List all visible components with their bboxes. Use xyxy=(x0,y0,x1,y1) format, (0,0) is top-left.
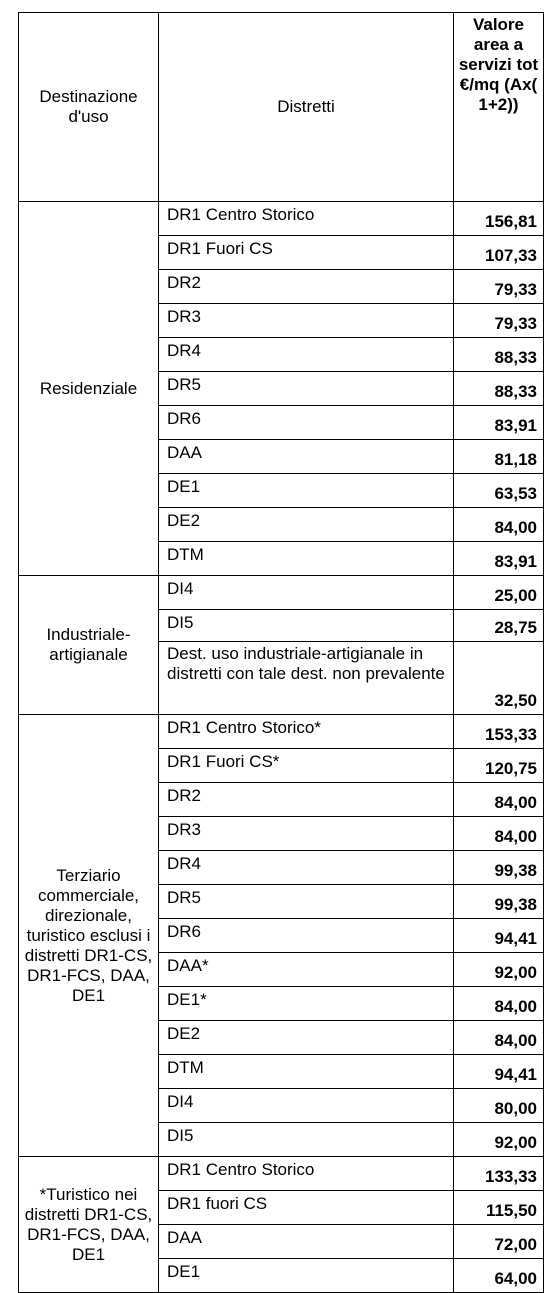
district-cell: DI5 xyxy=(159,610,454,642)
value-cell: 84,00 xyxy=(454,508,544,542)
value-cell: 94,41 xyxy=(454,1055,544,1089)
value-cell: 32,50 xyxy=(454,642,544,715)
value-cell: 28,75 xyxy=(454,610,544,642)
value-cell: 83,91 xyxy=(454,542,544,576)
district-cell: DI4 xyxy=(159,576,454,610)
district-cell: DR5 xyxy=(159,885,454,919)
district-cell: DR5 xyxy=(159,372,454,406)
district-cell: DR2 xyxy=(159,783,454,817)
district-cell: DR2 xyxy=(159,270,454,304)
group-label: Industriale-artigianale xyxy=(19,576,159,715)
district-cell: DE1 xyxy=(159,1259,454,1293)
district-cell: DE1* xyxy=(159,987,454,1021)
value-cell: 81,18 xyxy=(454,440,544,474)
district-cell: DR1 Centro Storico xyxy=(159,1157,454,1191)
group-label: *Turistico nei distretti DR1-CS, DR1-FCS, DAA, DE1 xyxy=(19,1157,159,1293)
district-cell: DR1 Fuori CS* xyxy=(159,749,454,783)
district-cell: DAA xyxy=(159,440,454,474)
district-cell: DR6 xyxy=(159,919,454,953)
district-cell: DTM xyxy=(159,542,454,576)
district-cell: DR1 Fuori CS xyxy=(159,236,454,270)
value-cell: 25,00 xyxy=(454,576,544,610)
district-cell: DR1 Centro Storico xyxy=(159,202,454,236)
header-row xyxy=(19,13,544,202)
value-cell: 99,38 xyxy=(454,885,544,919)
district-cell: Dest. uso industriale-artigianale in distretti con tale dest. non prevalente xyxy=(159,642,454,715)
district-cell: DE2 xyxy=(159,508,454,542)
value-cell: 88,33 xyxy=(454,372,544,406)
value-cell: 133,33 xyxy=(454,1157,544,1191)
value-cell: 115,50 xyxy=(454,1191,544,1225)
value-cell: 64,00 xyxy=(454,1259,544,1293)
value-cell: 92,00 xyxy=(454,953,544,987)
value-cell: 99,38 xyxy=(454,851,544,885)
header-valore: Valore area a servizi tot €/mq (Ax( 1+2)) xyxy=(454,13,544,202)
value-cell: 79,33 xyxy=(454,270,544,304)
districts-value-table xyxy=(18,12,544,1293)
district-cell: DR3 xyxy=(159,817,454,851)
district-cell: DAA* xyxy=(159,953,454,987)
group-label: Terziario commerciale, direzionale, turistico esclusi i distretti DR1-CS, DR1-FCS, DAA, DE1 xyxy=(19,715,159,1157)
value-cell: 92,00 xyxy=(454,1123,544,1157)
value-cell: 84,00 xyxy=(454,987,544,1021)
value-cell: 84,00 xyxy=(454,1021,544,1055)
header-distretti: Distretti xyxy=(159,13,454,202)
table-row xyxy=(19,1157,544,1191)
value-cell: 153,33 xyxy=(454,715,544,749)
table-row xyxy=(19,576,544,610)
district-cell: DR1 Centro Storico* xyxy=(159,715,454,749)
district-cell: DR6 xyxy=(159,406,454,440)
value-cell: 120,75 xyxy=(454,749,544,783)
group-label: Residenziale xyxy=(19,202,159,576)
value-cell: 72,00 xyxy=(454,1225,544,1259)
district-cell: DR4 xyxy=(159,851,454,885)
district-cell: DR4 xyxy=(159,338,454,372)
district-cell: DI4 xyxy=(159,1089,454,1123)
value-cell: 80,00 xyxy=(454,1089,544,1123)
district-cell: DR3 xyxy=(159,304,454,338)
table-row xyxy=(19,202,544,236)
value-cell: 94,41 xyxy=(454,919,544,953)
value-cell: 156,81 xyxy=(454,202,544,236)
value-cell: 79,33 xyxy=(454,304,544,338)
district-cell: DE1 xyxy=(159,474,454,508)
district-cell: DAA xyxy=(159,1225,454,1259)
value-cell: 83,91 xyxy=(454,406,544,440)
district-cell: DI5 xyxy=(159,1123,454,1157)
table-row xyxy=(19,715,544,749)
value-cell: 63,53 xyxy=(454,474,544,508)
table-body xyxy=(19,202,544,1293)
header-destinazione: Destinazione d'uso xyxy=(19,13,159,202)
district-cell: DTM xyxy=(159,1055,454,1089)
district-cell: DE2 xyxy=(159,1021,454,1055)
value-cell: 88,33 xyxy=(454,338,544,372)
district-cell: DR1 fuori CS xyxy=(159,1191,454,1225)
value-cell: 84,00 xyxy=(454,817,544,851)
value-cell: 107,33 xyxy=(454,236,544,270)
value-cell: 84,00 xyxy=(454,783,544,817)
